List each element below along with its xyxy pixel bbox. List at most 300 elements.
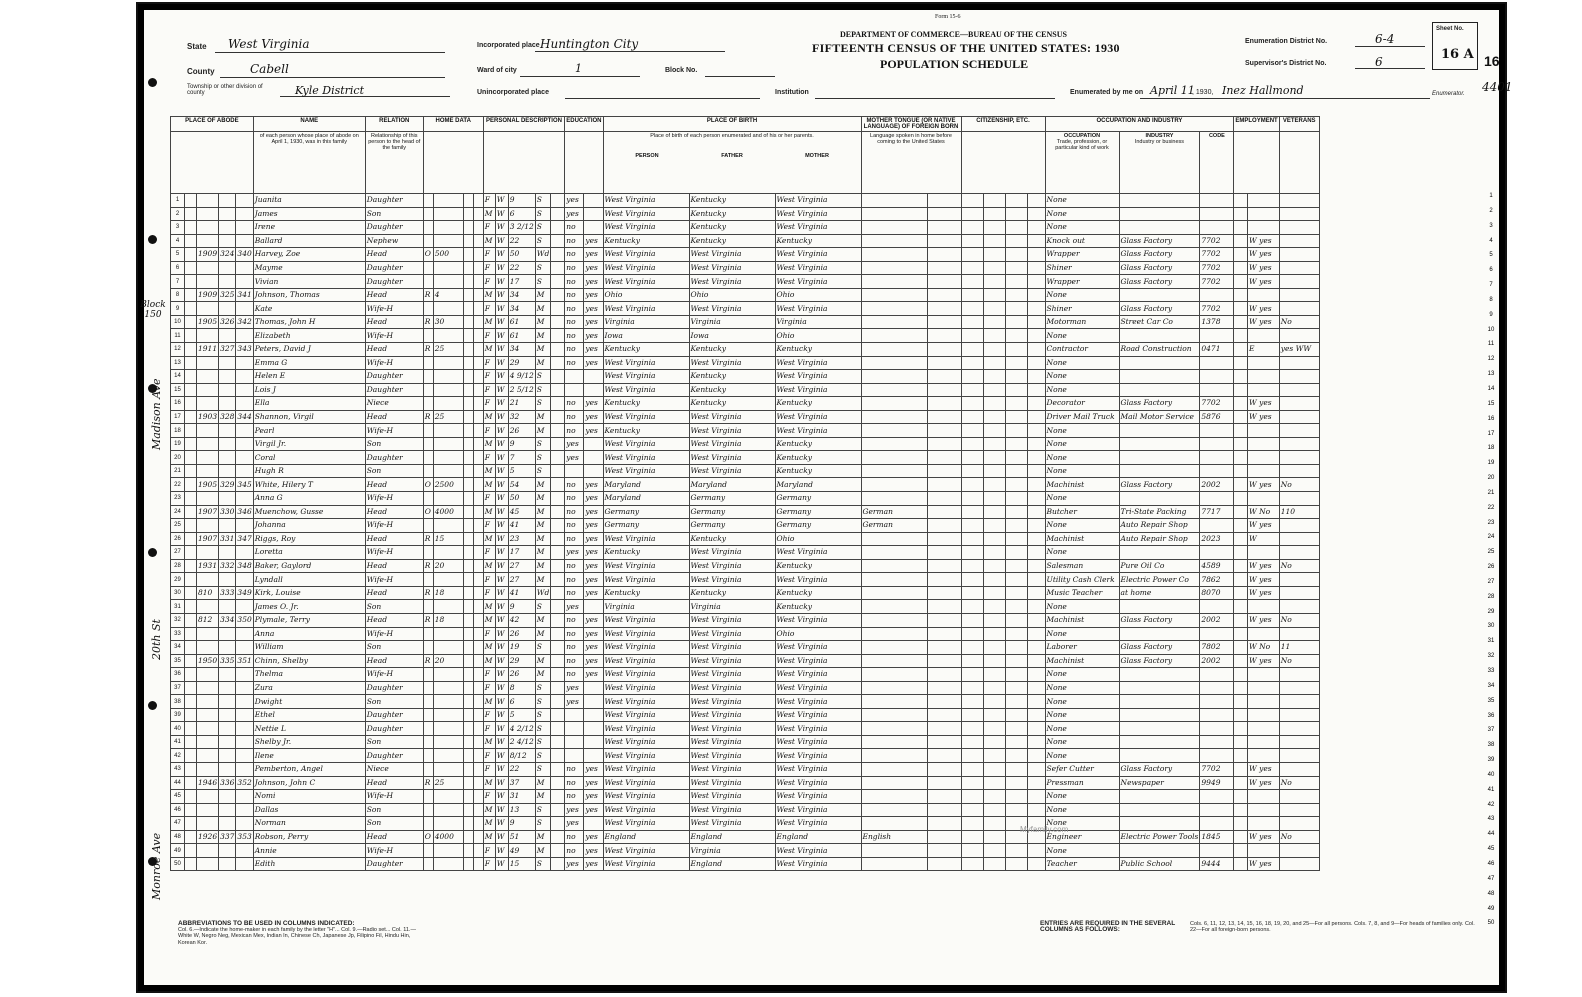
cell-sex: M <box>483 234 495 248</box>
cell-marital: M <box>535 302 551 316</box>
cell-empty <box>961 288 983 302</box>
cell-empty <box>983 546 1005 560</box>
cell-ind <box>1119 695 1200 709</box>
line-number: 11 <box>171 329 185 343</box>
cell-ind <box>1119 735 1200 749</box>
cell-empty <box>927 505 961 519</box>
cell-empty <box>463 464 473 478</box>
ward-value: 1 <box>575 62 582 75</box>
cell-emp <box>1247 790 1279 804</box>
cell-name: Dwight <box>253 695 365 709</box>
cell-street <box>185 302 197 316</box>
cell-code <box>1200 424 1234 438</box>
cell-vet <box>1279 383 1319 397</box>
cell-empty <box>1027 492 1045 506</box>
cell-ind <box>1119 668 1200 682</box>
cell-rel: Wife-H <box>365 627 423 641</box>
cell-read: yes <box>584 546 603 560</box>
table-row <box>171 356 1320 370</box>
cell-empty <box>961 735 983 749</box>
cell-father: Kentucky <box>689 532 775 546</box>
cell-empty <box>473 329 483 343</box>
cell-rel: Son <box>365 695 423 709</box>
cell-age: 26 <box>508 668 535 682</box>
cell-rel: Head <box>365 288 423 302</box>
cell-empty <box>473 776 483 790</box>
cell-rel: Son <box>365 735 423 749</box>
cell-empty <box>473 749 483 763</box>
cell-age: 27 <box>508 573 535 587</box>
cell-empty <box>1005 790 1027 804</box>
cell-pob: England <box>603 830 689 844</box>
cell-school: no <box>565 248 584 262</box>
cell-age: 9 <box>508 194 535 208</box>
cell-ind <box>1119 221 1200 235</box>
cell-code: 4589 <box>1200 559 1234 573</box>
cell-emp <box>1247 424 1279 438</box>
cell-mother: West Virginia <box>775 762 861 776</box>
cell-race: W <box>495 221 508 235</box>
cell-house <box>197 234 219 248</box>
cell-ind <box>1119 464 1200 478</box>
cell-tongue <box>861 437 927 451</box>
line-number: 49 <box>171 844 185 858</box>
cell-rel: Head <box>365 559 423 573</box>
cell-empty <box>927 586 961 600</box>
cell-empty <box>1027 315 1045 329</box>
cell-tongue <box>861 410 927 424</box>
cell-mother: West Virginia <box>775 735 861 749</box>
cell-dwell <box>219 492 236 506</box>
cell-empty <box>551 288 565 302</box>
cell-read <box>584 464 603 478</box>
cell-empty <box>983 451 1005 465</box>
cell-occ: None <box>1045 600 1119 614</box>
cell-marital: S <box>535 234 551 248</box>
cell-house <box>197 681 219 695</box>
cell-marital: M <box>535 546 551 560</box>
cell-empty <box>1234 830 1248 844</box>
cell-race: W <box>495 830 508 844</box>
cell-tenure <box>423 857 433 871</box>
cell-empty <box>983 234 1005 248</box>
cell-value: 18 <box>433 613 463 627</box>
cell-ind <box>1119 451 1200 465</box>
cell-street <box>185 234 197 248</box>
cell-house: 1907 <box>197 505 219 519</box>
cell-vet <box>1279 464 1319 478</box>
cell-age: 61 <box>508 315 535 329</box>
cell-emp: W yes <box>1247 248 1279 262</box>
cell-code: 2002 <box>1200 613 1234 627</box>
cell-code: 7862 <box>1200 573 1234 587</box>
cell-street <box>185 817 197 831</box>
cell-emp <box>1247 383 1279 397</box>
cell-age: 31 <box>508 790 535 804</box>
cell-street <box>185 573 197 587</box>
cell-code <box>1200 790 1234 804</box>
cell-tongue <box>861 803 927 817</box>
cell-empty <box>927 356 961 370</box>
cell-ind: Public School <box>1119 857 1200 871</box>
right-line-number: 45 <box>1487 846 1495 853</box>
cell-age: 13 <box>508 803 535 817</box>
cell-code <box>1200 803 1234 817</box>
cell-empty <box>983 194 1005 208</box>
cell-father: Kentucky <box>689 234 775 248</box>
cell-empty <box>961 248 983 262</box>
block-label: Block No. <box>665 67 698 74</box>
line-number: 39 <box>171 708 185 722</box>
cell-occ: Machinist <box>1045 532 1119 546</box>
cell-school: yes <box>565 681 584 695</box>
cell-ind <box>1119 722 1200 736</box>
cell-empty <box>463 600 473 614</box>
cell-empty <box>1234 248 1248 262</box>
cell-empty <box>473 383 483 397</box>
cell-vet <box>1279 600 1319 614</box>
cell-empty <box>1027 532 1045 546</box>
cell-rel: Son <box>365 207 423 221</box>
cell-empty <box>961 790 983 804</box>
cell-ind: Glass Factory <box>1119 641 1200 655</box>
cell-empty <box>1234 221 1248 235</box>
cell-house <box>197 600 219 614</box>
cell-vet <box>1279 207 1319 221</box>
cell-name: Chinn, Shelby <box>253 654 365 668</box>
cell-street <box>185 681 197 695</box>
cell-value: 4000 <box>433 505 463 519</box>
cell-code: 7717 <box>1200 505 1234 519</box>
table-row <box>171 627 1320 641</box>
cell-father: West Virginia <box>689 613 775 627</box>
cell-empty <box>473 437 483 451</box>
cell-rel: Head <box>365 613 423 627</box>
cell-street <box>185 492 197 506</box>
cell-empty <box>983 857 1005 871</box>
cell-tongue <box>861 424 927 438</box>
cell-father: Germany <box>689 505 775 519</box>
cell-pob: West Virginia <box>603 356 689 370</box>
cell-value <box>433 302 463 316</box>
cell-occ: None <box>1045 356 1119 370</box>
cell-dwell: 329 <box>219 478 236 492</box>
cell-empty <box>983 464 1005 478</box>
right-line-number: 32 <box>1487 653 1495 660</box>
cell-marital: S <box>535 735 551 749</box>
cell-value <box>433 749 463 763</box>
cell-occ: Motorman <box>1045 315 1119 329</box>
cell-empty <box>1027 573 1045 587</box>
cell-age: 8/12 <box>508 749 535 763</box>
cell-value <box>433 857 463 871</box>
cell-age: 22 <box>508 261 535 275</box>
right-line-number: 1 <box>1489 193 1493 199</box>
cell-street <box>185 586 197 600</box>
cell-rel: Head <box>365 478 423 492</box>
cell-empty <box>983 532 1005 546</box>
cell-pob: West Virginia <box>603 559 689 573</box>
cell-name: Baker, Gaylord <box>253 559 365 573</box>
cell-marital: S <box>535 464 551 478</box>
cell-tenure <box>423 451 433 465</box>
cell-marital: S <box>535 762 551 776</box>
line-number: 44 <box>171 776 185 790</box>
cell-mother: West Virginia <box>775 383 861 397</box>
cell-sex: F <box>483 844 495 858</box>
cell-pob: Germany <box>603 519 689 533</box>
cell-empty <box>463 573 473 587</box>
cell-occ: None <box>1045 221 1119 235</box>
cell-fam <box>236 600 253 614</box>
right-line-number: 18 <box>1487 445 1495 452</box>
cell-rel: Head <box>365 315 423 329</box>
cell-empty <box>1027 234 1045 248</box>
entries-text-block <box>1190 921 1480 933</box>
cell-empty <box>1005 519 1027 533</box>
cell-dwell <box>219 790 236 804</box>
cell-tongue <box>861 749 927 763</box>
county-value: Cabell <box>250 62 289 76</box>
cell-empty <box>1234 641 1248 655</box>
right-line-number: 11 <box>1487 341 1495 348</box>
cell-house <box>197 451 219 465</box>
cell-emp <box>1247 370 1279 384</box>
cell-pob: Ohio <box>603 288 689 302</box>
cell-empty <box>1234 613 1248 627</box>
cell-age: 17 <box>508 275 535 289</box>
cell-tenure: O <box>423 830 433 844</box>
cell-race: W <box>495 708 508 722</box>
cell-street <box>185 437 197 451</box>
cell-house <box>197 817 219 831</box>
cell-sex: M <box>483 817 495 831</box>
cell-mother: Ohio <box>775 532 861 546</box>
cell-empty <box>473 315 483 329</box>
cell-empty <box>1234 397 1248 411</box>
cell-empty <box>1005 370 1027 384</box>
right-line-number: 15 <box>1487 400 1495 407</box>
cell-empty <box>1234 681 1248 695</box>
cell-rel: Daughter <box>365 261 423 275</box>
cell-fam: 342 <box>236 315 253 329</box>
cell-race: W <box>495 600 508 614</box>
cell-father: West Virginia <box>689 464 775 478</box>
cell-school <box>565 735 584 749</box>
cell-vet <box>1279 681 1319 695</box>
cell-emp: W No <box>1247 641 1279 655</box>
cell-empty <box>1027 194 1045 208</box>
cell-vet <box>1279 437 1319 451</box>
cell-street <box>185 505 197 519</box>
cell-school: no <box>565 505 584 519</box>
cell-pob: Germany <box>603 505 689 519</box>
cell-house <box>197 207 219 221</box>
cell-father: Kentucky <box>689 194 775 208</box>
cell-tenure <box>423 356 433 370</box>
cell-street <box>185 464 197 478</box>
cell-empty <box>961 329 983 343</box>
cell-code: 2023 <box>1200 532 1234 546</box>
cell-mother: Virginia <box>775 315 861 329</box>
cell-value <box>433 627 463 641</box>
cell-empty <box>961 302 983 316</box>
cell-ind: Mail Motor Service <box>1119 410 1200 424</box>
cell-street <box>185 749 197 763</box>
cell-value <box>433 437 463 451</box>
cell-fam: 347 <box>236 532 253 546</box>
line-number: 21 <box>171 464 185 478</box>
cell-dwell <box>219 708 236 722</box>
cell-occ: None <box>1045 288 1119 302</box>
cell-fam <box>236 695 253 709</box>
cell-fam <box>236 370 253 384</box>
right-line-number: 6 <box>1489 267 1493 274</box>
cell-tenure <box>423 722 433 736</box>
cell-read <box>584 722 603 736</box>
cell-school: no <box>565 221 584 235</box>
group-personal: PERSONAL DESCRIPTION <box>483 117 565 132</box>
cell-dwell: 328 <box>219 410 236 424</box>
cell-age: 3 2/12 <box>508 221 535 235</box>
cell-father: West Virginia <box>689 776 775 790</box>
cell-house <box>197 424 219 438</box>
cell-empty <box>473 207 483 221</box>
cell-sex: F <box>483 681 495 695</box>
cell-street <box>185 478 197 492</box>
cell-mother: West Virginia <box>775 194 861 208</box>
cell-name: Johnson, Thomas <box>253 288 365 302</box>
cell-marital: S <box>535 194 551 208</box>
right-line-number: 39 <box>1487 757 1495 764</box>
cell-empty <box>473 844 483 858</box>
cell-emp <box>1247 668 1279 682</box>
cell-ind: Road Construction <box>1119 343 1200 357</box>
cell-empty <box>1005 613 1027 627</box>
cell-code <box>1200 695 1234 709</box>
cell-emp: W yes <box>1247 857 1279 871</box>
cell-race: W <box>495 464 508 478</box>
cell-empty <box>473 546 483 560</box>
cell-tenure <box>423 397 433 411</box>
cell-rel: Son <box>365 817 423 831</box>
cell-name: Ella <box>253 397 365 411</box>
table-row <box>171 695 1320 709</box>
cell-marital: M <box>535 410 551 424</box>
cell-read <box>584 817 603 831</box>
cell-school: yes <box>565 546 584 560</box>
right-line-number: 8 <box>1489 296 1493 303</box>
cell-emp <box>1247 451 1279 465</box>
cell-occ: None <box>1045 546 1119 560</box>
cell-dwell <box>219 668 236 682</box>
cell-father: West Virginia <box>689 749 775 763</box>
cell-empty <box>927 288 961 302</box>
line-number: 33 <box>171 627 185 641</box>
cell-fam: 353 <box>236 830 253 844</box>
cell-read: yes <box>584 343 603 357</box>
cell-empty <box>983 668 1005 682</box>
cell-empty <box>1234 654 1248 668</box>
cell-rel: Son <box>365 437 423 451</box>
cell-ind <box>1119 600 1200 614</box>
cell-race: W <box>495 573 508 587</box>
cell-race: W <box>495 261 508 275</box>
cell-name: Nettie L <box>253 722 365 736</box>
cell-value <box>433 844 463 858</box>
cell-father: Virginia <box>689 600 775 614</box>
right-line-number: 16 <box>1487 415 1495 422</box>
cell-dwell: 334 <box>219 613 236 627</box>
cell-age: 29 <box>508 654 535 668</box>
cell-emp: W yes <box>1247 776 1279 790</box>
cell-name: Vivian <box>253 275 365 289</box>
cell-ind <box>1119 844 1200 858</box>
cell-code <box>1200 817 1234 831</box>
cell-school: no <box>565 410 584 424</box>
cell-occ: Teacher <box>1045 857 1119 871</box>
cell-tenure <box>423 370 433 384</box>
cell-vet: No <box>1279 478 1319 492</box>
cell-code <box>1200 546 1234 560</box>
cell-sex: F <box>483 424 495 438</box>
cell-code <box>1200 722 1234 736</box>
cell-emp <box>1247 221 1279 235</box>
cell-tongue <box>861 654 927 668</box>
cell-sex: F <box>483 370 495 384</box>
cell-mother: West Virginia <box>775 803 861 817</box>
cell-dwell: 333 <box>219 586 236 600</box>
cell-empty <box>551 464 565 478</box>
cell-empty <box>983 681 1005 695</box>
cell-mother: West Virginia <box>775 261 861 275</box>
left-margin <box>0 0 136 997</box>
cell-sex: F <box>483 221 495 235</box>
cell-mother: West Virginia <box>775 302 861 316</box>
cell-emp: W yes <box>1247 573 1279 587</box>
cell-name: Riggs, Roy <box>253 532 365 546</box>
cell-read: yes <box>584 573 603 587</box>
table-row <box>171 248 1320 262</box>
cell-empty <box>463 410 473 424</box>
cell-occ: None <box>1045 627 1119 641</box>
cell-tenure <box>423 261 433 275</box>
table-row <box>171 844 1320 858</box>
cell-tongue <box>861 221 927 235</box>
cell-pob: Kentucky <box>603 546 689 560</box>
cell-empty <box>961 505 983 519</box>
cell-emp: W yes <box>1247 762 1279 776</box>
cell-read: yes <box>584 654 603 668</box>
right-line-number: 47 <box>1487 875 1495 882</box>
table-row <box>171 708 1320 722</box>
table-row <box>171 830 1320 844</box>
cell-empty <box>1027 586 1045 600</box>
cell-empty <box>1234 735 1248 749</box>
line-number: 40 <box>171 722 185 736</box>
cell-empty <box>551 830 565 844</box>
cell-empty <box>927 654 961 668</box>
cell-vet <box>1279 844 1319 858</box>
cell-sex: M <box>483 207 495 221</box>
cell-empty <box>927 370 961 384</box>
cell-vet <box>1279 302 1319 316</box>
cell-name: James <box>253 207 365 221</box>
cell-empty <box>1027 221 1045 235</box>
cell-sex: M <box>483 641 495 655</box>
table-row <box>171 641 1320 655</box>
cell-code <box>1200 749 1234 763</box>
